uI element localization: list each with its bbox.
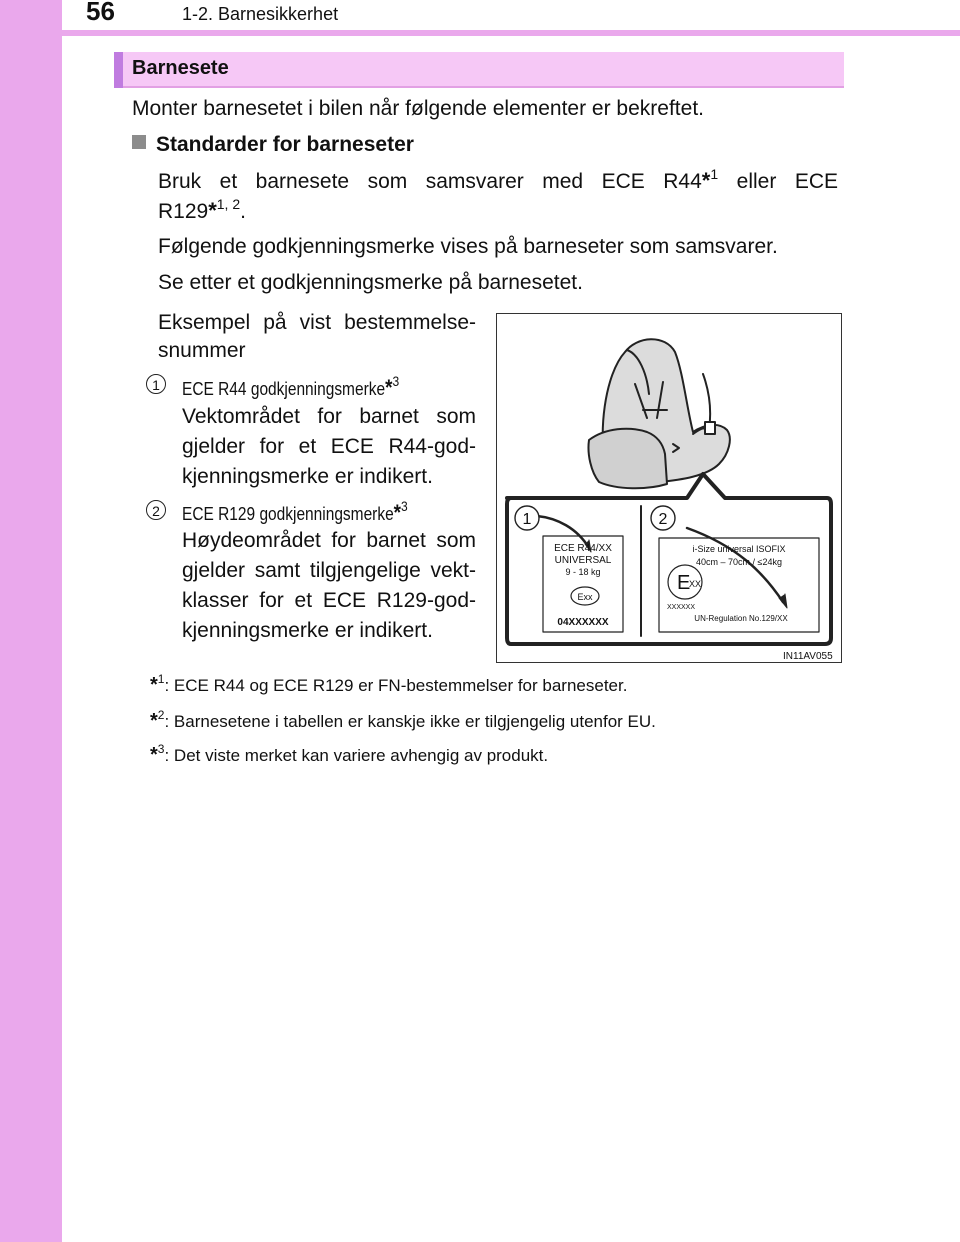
mark-r44-desc-line: Vektområdet for barnet som [182,405,476,428]
figure-callout-1: 1 [522,511,532,528]
footnote-ref: 1, 2 [216,196,241,212]
check-mark-paragraph: Se etter et godkjenningsmerke på barnesetet. [158,271,583,294]
label1-line1: ECE R44/XX [554,543,612,554]
intro-text: Monter barnesetet i bilen når følgende elementer er bekreftet. [132,97,704,120]
label1-code: 04XXXXXX [557,617,609,628]
mark-number-badge: 1 [146,374,166,394]
child-seat-figure [496,313,842,663]
footnote-1: *$^1$: ECE R44 og ECE R129 er FN-bestemmelser for barneseter. [150,672,628,696]
label2-code: XXXXXX [667,604,696,611]
left-margin-band [0,0,62,1242]
section-heading-bar [114,52,844,88]
label2-e-sub: XX [689,579,702,589]
label2-e-mark: E [677,572,691,594]
standards-paragraph-line2: R129*$^{1, 2}$. [158,196,246,223]
footnote-3: *$^3$: Det viste merket kan variere avhengig av produkt. [150,742,549,766]
figure-id: IN11AV055 [783,651,833,662]
footnote-ref: 1 [710,166,719,182]
label1-e-mark: Exx [577,592,593,602]
mark-r129-desc-line: kjenningsmerke er indikert. [182,619,433,642]
footnote-2: *$^2$: Barnesetene i tabellen er kanskje ikke er tilgjengelig utenfor EU. [150,708,656,732]
example-text-line2: snummer [158,339,246,362]
mark-heading-r44: ECE R44 godkjenningsmerke*$^3$ [182,373,400,400]
figure-callout-2: 2 [658,511,668,528]
bullet-square-icon [132,135,146,149]
section-title: Barnesete [132,57,229,79]
mark-r129-desc-line: gjelder samt tilgjengelige vekt- [182,559,476,582]
mark-r44-desc-line: kjenningsmerke er indikert. [182,465,433,488]
section-accent [114,52,123,88]
mark-heading-r129: ECE R129 godkjenningsmerke*$^3$ [182,498,408,525]
label1-line2: UNIVERSAL [554,555,612,566]
example-text-line1: Eksempel på vist bestemmelse- [158,311,476,334]
approval-mark-paragraph: Følgende godkjenningsmerke vises på barneseter som samsvarer. [158,235,778,258]
child-seat-illustration [497,314,841,662]
label2-regulation: UN-Regulation No.129/XX [694,614,788,623]
mark-r129-desc-line: klasser for et ECE R129-god- [182,589,476,612]
standards-paragraph-line1: Bruk et barnesete som samsvarer med ECE R44*$^1$ eller ECE [158,166,839,193]
subheading-standards [132,132,414,158]
mark-number-badge: 2 [146,500,166,520]
mark-r129-desc-line: Høydeområdet for barnet som [182,529,476,552]
subheading-text: Standarder for barneseter [156,133,414,156]
label2-line1: i-Size universal ISOFIX [692,544,786,554]
mark-r44-desc-line: gjelder for et ECE R44-god- [182,435,476,458]
page-number: 56 [86,0,115,26]
header-rule [0,30,960,36]
label2-line2: 40cm – 70cm / ≤24kg [696,557,782,567]
chapter-title: 1-2. Barnesikkerhet [182,4,339,24]
label1-line3: 9 - 18 kg [565,567,601,577]
